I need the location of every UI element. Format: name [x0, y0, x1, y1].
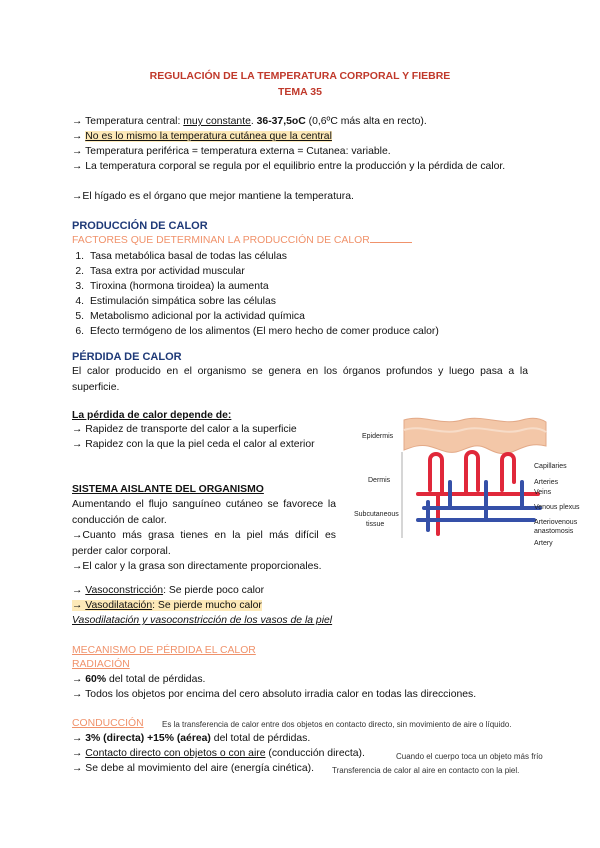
intro-line-4: → La temperatura corporal se regula por el equilibrio entre la producción y la pérdida de calor.	[72, 161, 506, 172]
label-subcutaneous-tissue: tissue	[366, 521, 385, 528]
label-subcutaneous: Subcutaneous	[354, 511, 399, 518]
epidermis-layer	[404, 418, 546, 453]
conduccion-line-1: → 3% (directa) +15% (aérea) del total de pérdidas.	[72, 733, 311, 744]
label-epidermis: Epidermis	[362, 433, 394, 440]
vasodilatacion-line: → Vasodilatación: Se pierde mucho calor	[72, 600, 262, 611]
conduccion-label: CONDUCCIÓN	[72, 718, 144, 729]
perdida-text: El calor producido en el organismo se genera en los órganos profundos y luego pasa a la superficie.	[72, 366, 528, 393]
depende-item-2: → Rapidez con la que la piel ceda el calor al exterior	[72, 439, 315, 450]
list-item: 1. Tasa metabólica basal de todas las células	[75, 251, 287, 262]
sistema-paragraph-2: →Cuanto más grasa tienes en la piel más difícil es perder calor corporal.	[72, 530, 336, 557]
skin-vasculature-diagram	[354, 412, 580, 550]
sistema-heading: SISTEMA AISLANTE DEL ORGANISMO	[72, 484, 264, 495]
label-veins: Veins	[534, 489, 552, 496]
radiacion-label: RADIACIÓN	[72, 659, 130, 670]
list-item: 6. Efecto termógeno de los alimentos (El mero hecho de comer produce calor)	[75, 326, 439, 337]
produccion-subheading: FACTORES QUE DETERMINAN LA PRODUCCIÓN DE CALOR	[72, 235, 412, 246]
radiacion-line-2: → Todos los objetos por encima del cero absoluto irradia calor en todas las direcciones.	[72, 689, 477, 700]
list-item: 2. Tasa extra por actividad muscular	[75, 266, 245, 277]
vasoconstriccion-line: → Vasoconstricción: Se pierde poco calor	[72, 585, 265, 596]
intro-line-5: →El hígado es el órgano que mejor mantiene la temperatura.	[72, 191, 354, 202]
mecanismo-heading: MECANISMO DE PÉRDIDA EL CALOR	[72, 645, 256, 656]
conduccion-line-3-note: Transferencia de calor al aire en contacto con la piel.	[332, 766, 520, 775]
list-item: 5. Metabolismo adicional por la actividad química	[75, 311, 305, 322]
intro-line-1: → Temperatura central: muy constante. 36-37,5oC (0,6ºC más alta en recto).	[72, 116, 427, 127]
label-artery: Artery	[534, 540, 553, 547]
label-anastomosis: anastomosis	[534, 528, 574, 535]
list-item: 3. Tiroxina (hormona tiroidea) la aumenta	[75, 281, 269, 292]
intro-line-2: → No es lo mismo la temperatura cutánea que la central	[72, 131, 332, 142]
perdida-depende-heading: La pérdida de calor depende de:	[72, 410, 232, 421]
document-title: REGULACIÓN DE LA TEMPERATURA CORPORAL Y FIEBRE	[149, 70, 451, 82]
sistema-caption: Vasodilatación y vasoconstricción de los vasos de la piel	[72, 615, 333, 626]
intro-line-3: → Temperatura periférica = temperatura externa = Cutanea: variable.	[72, 146, 391, 157]
depende-item-1: → Rapidez de transporte del calor a la superficie	[72, 424, 297, 435]
label-arteries: Arteries	[534, 479, 559, 486]
label-arteriovenous: Arteriovenous	[534, 519, 578, 526]
sistema-paragraph-3: →El calor y la grasa son directamente proporcionales.	[72, 561, 322, 572]
perdida-heading: PÉRDIDA DE CALOR	[72, 351, 182, 363]
label-venous-plexus: Venous plexus	[534, 504, 580, 511]
label-dermis: Dermis	[368, 477, 391, 484]
sistema-paragraph-1: Aumentando el flujo sanguíneo cutáneo se favorece la conducción de calor.	[72, 499, 336, 526]
list-item: 4. Estimulación simpática sobre las células	[75, 296, 276, 307]
radiacion-line-1: → 60% del total de pérdidas.	[72, 674, 206, 685]
conduccion-line-3: → Se debe al movimiento del aire (energía cinética).	[72, 763, 314, 774]
document-subtitle: TEMA 35	[278, 86, 322, 98]
produccion-heading: PRODUCCIÓN DE CALOR	[72, 220, 208, 232]
conduccion-note: Es la transferencia de calor entre dos objetos en contacto directo, sin movimiento de aire o líquido.	[162, 720, 512, 729]
conduccion-line-2-note: Cuando el cuerpo toca un objeto más frío	[396, 752, 543, 761]
label-capillaries: Capillaries	[534, 463, 567, 470]
conduccion-line-2: → Contacto directo con objetos o con aire (conducción directa).	[72, 748, 365, 759]
